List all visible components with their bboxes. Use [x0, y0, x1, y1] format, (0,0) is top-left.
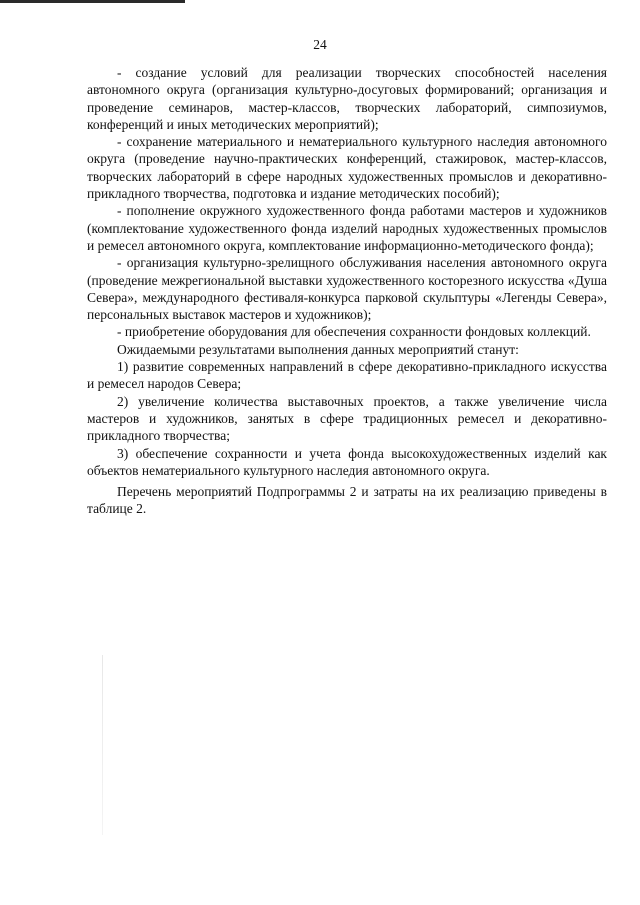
paragraph-table-reference: Перечень мероприятий Подпрограммы 2 и затраты на их реализацию приведены в таблице 2. [87, 484, 607, 517]
document-body [87, 64, 607, 518]
paragraph-cultural-events: - организация культурно-зрелищного обслуживания населения автономного округа (проведение межрегиональной выставки художественного косторезного искусства «Душа Севера», международного фестиваля-конкурса парковой скульптуры «Легенды Севера», персональных выставок мастеров и художников); [87, 255, 607, 323]
paragraph-heritage-preservation: - сохранение материального и нематериального культурного наследия автономного округа (проведение научно-практических конференций, стажировок, мастер-классов, творческих лабораторий в сфере народных художественных промыслов и декоративно-прикладного творчества, подготовка и издание методических пособий); [87, 134, 607, 202]
scan-artifact-line [102, 655, 103, 835]
paragraph-equipment-acquisition: - приобретение оборудования для обеспечения сохранности фондовых коллекций. [117, 324, 591, 340]
paragraph-art-fund-replenishment: - пополнение окружного художественного фонда работами мастеров и художников (комплектование художественного фонда изделий народных художественных промыслов и ремесел автономного округа, комплектование информационно-методического фонда); [87, 203, 607, 253]
page-number: 24 [313, 37, 327, 52]
paragraph-expected-results: Ожидаемыми результатами выполнения данных мероприятий станут: [117, 341, 519, 357]
paragraph-result-2: 2) увеличение количества выставочных проектов, а также увеличение числа мастеров и художников, занятых в сфере традиционных ремесел и декоративно-прикладного творчества; [87, 393, 607, 444]
paragraph-creative-conditions: - создание условий для реализации творческих способностей населения автономного округа (организация культурно-досуговых формирований; организация и проведение семинаров, мастер-классов, творческих лабораторий, симпозиумов, конференций и иных методических мероприятий); [87, 65, 607, 132]
paragraph-result-3: 3) обеспечение сохранности и учета фонда высокохудожественных изделий как объектов нематериального культурного наследия автономного округа. [87, 445, 607, 478]
paragraph-result-1: 1) развитие современных направлений в сфере декоративно-прикладного искусства и ремесел народов Севера; [87, 359, 607, 392]
